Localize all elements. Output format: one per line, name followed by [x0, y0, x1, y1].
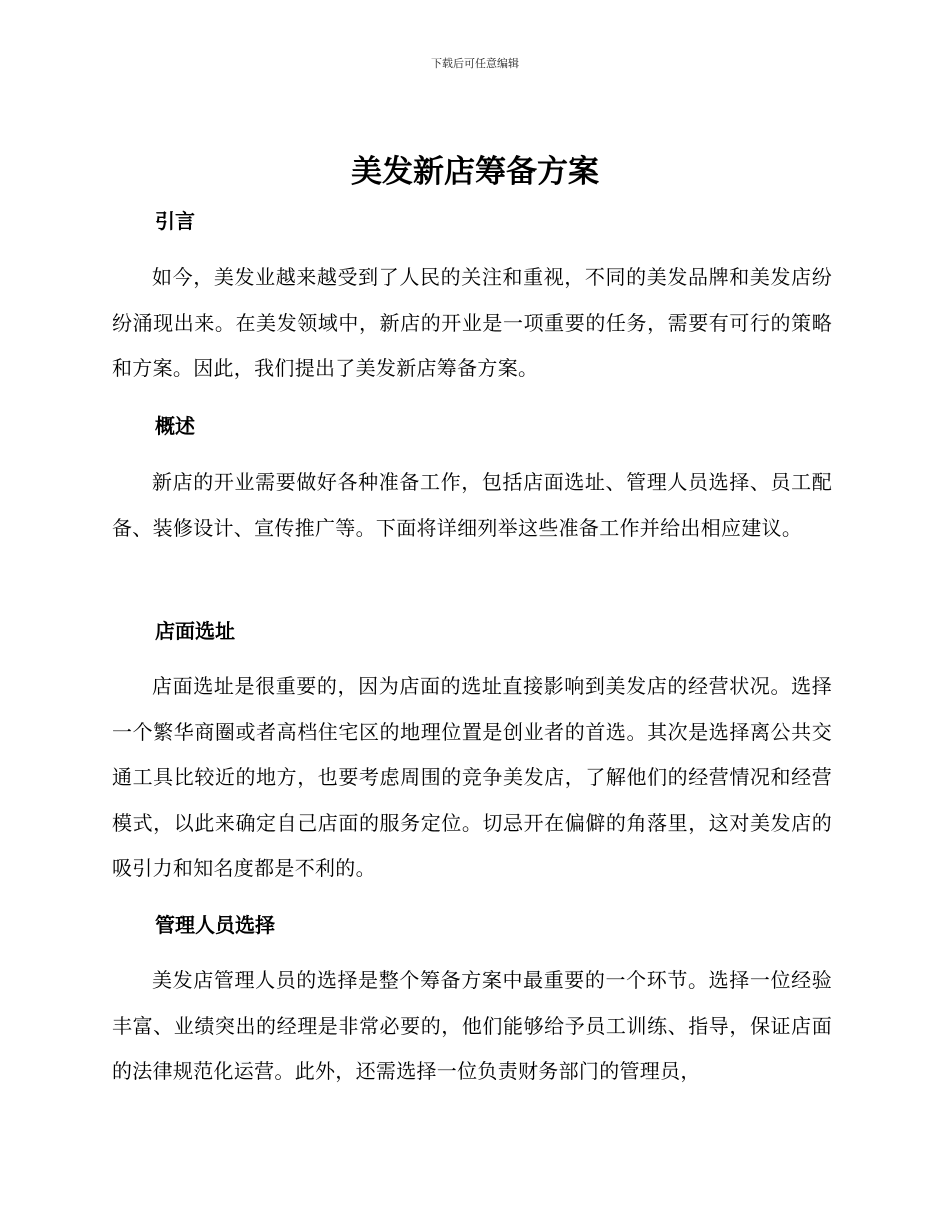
section-body-management: 美发店管理人员的选择是整个筹备方案中最重要的一个环节。选择一位经验丰富、业绩突出的经理是非常必要的，他们能够给予员工训练、指导，保证店面的法律规范化运营。此外，还需选择一位负责财务部门的管理员， [112, 968, 832, 1083]
section-heading-intro: 引言 [155, 209, 195, 233]
section-body-overview: 新店的开业需要做好各种准备工作，包括店面选址、管理人员选择、员工配备、装修设计、宣传推广等。下面将详细列举这些准备工作并给出相应建议。 [112, 470, 832, 540]
section-heading-location: 店面选址 [155, 619, 235, 643]
document-title: 美发新店筹备方案 [351, 154, 599, 190]
section-heading-overview: 概述 [155, 414, 195, 438]
section-body-intro: 如今，美发业越来越受到了人民的关注和重视，不同的美发品牌和美发店纷纷涌现出来。在美发领域中，新店的开业是一项重要的任务，需要有可行的策略和方案。因此，我们提出了美发新店筹备方案。 [112, 265, 832, 380]
header-note: 下载后可任意编辑 [431, 57, 519, 70]
section-heading-management: 管理人员选择 [155, 913, 275, 937]
section-body-location: 店面选址是很重要的，因为店面的选址直接影响到美发店的经营状况。选择一个繁华商圈或者高档住宅区的地理位置是创业者的首选。其次是选择离公共交通工具比较近的地方，也要考虑周围的竞争美发店，了解他们的经营情况和经营模式，以此来确定自己店面的服务定位。切忌开在偏僻的角落里，这对美发店的吸引力和知名度都是不利的。 [112, 674, 832, 880]
